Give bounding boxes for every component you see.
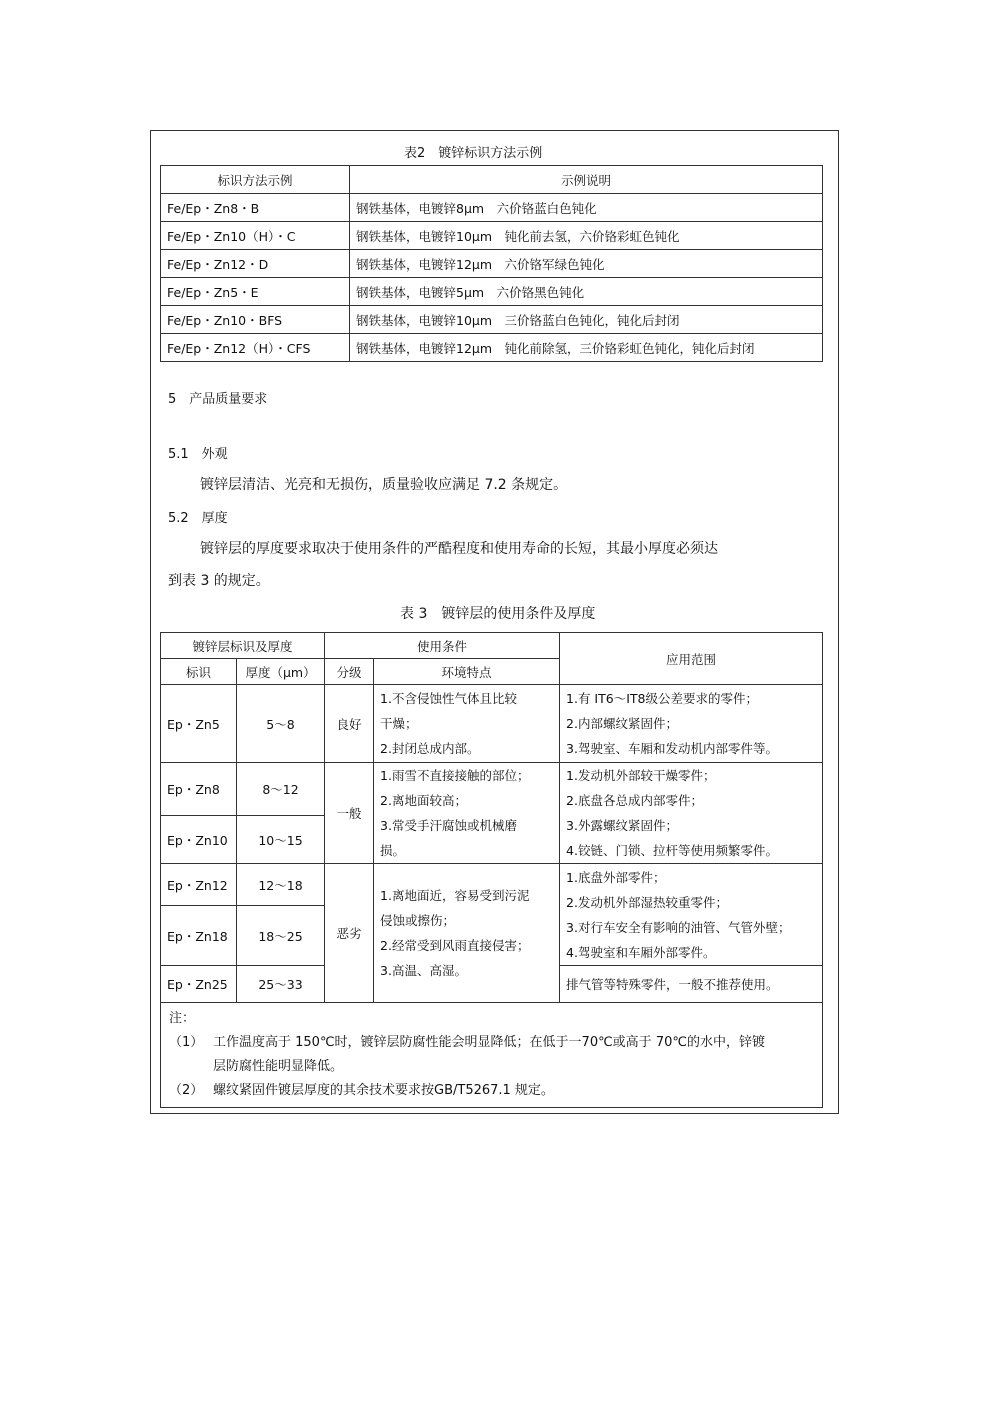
table3-cell-id: Ep・Zn5	[161, 685, 237, 763]
section52-text-line1: 镀锌层的厚度要求取决于使用条件的严酷程度和使用寿命的长短，其最小厚度必须达	[200, 541, 718, 557]
table-row	[161, 222, 823, 250]
env-line: 干燥；	[380, 716, 418, 731]
table2-cell-id: Fe/Ep・Zn12・D	[161, 250, 350, 278]
app-line: 3.外露螺纹紧固件；	[566, 818, 678, 833]
table2-header-id: 标识方法示例	[161, 166, 350, 194]
table3-cell-env	[374, 763, 560, 864]
table3-header-group1: 镀锌层标识及厚度	[161, 633, 325, 659]
table3-header-app: 应用范围	[560, 633, 823, 685]
table3-cell-id: Ep・Zn10	[161, 816, 237, 864]
app-line: 1.有 IT6～IT8级公差要求的零件；	[566, 691, 758, 706]
table2-cell-id: Fe/Ep・Zn8・B	[161, 194, 350, 222]
table3-cell-thick: 12～18	[237, 864, 325, 906]
table3-cell-id: Ep・Zn25	[161, 966, 237, 1003]
table3-title: 表 3 镀锌层的使用条件及厚度	[400, 606, 596, 622]
table3-cell-id: Ep・Zn8	[161, 763, 237, 816]
table2-cell-id: Fe/Ep・Zn12（H）・CFS	[161, 334, 350, 362]
app-line: 2.内部螺纹紧固件；	[566, 716, 678, 731]
section51-heading: 5.1 外观	[168, 447, 228, 462]
table-row	[161, 250, 823, 278]
table3-cell-thick: 8～12	[237, 763, 325, 816]
table2	[160, 165, 823, 362]
table3-cell-thick: 10～15	[237, 816, 325, 864]
env-line: 2.经常受到风雨直接侵害；	[380, 938, 530, 953]
table3-cell-env	[374, 864, 560, 1003]
table3-notes	[161, 1003, 823, 1108]
table3-header-id: 标识	[161, 659, 237, 685]
table-row	[161, 306, 823, 334]
note2-number: （2）	[169, 1083, 204, 1098]
env-line: 损。	[380, 843, 406, 858]
table3-cell-env	[374, 685, 560, 763]
table-row	[161, 334, 823, 362]
section5-heading: 5 产品质量要求	[168, 392, 268, 407]
note2-text: 螺纹紧固件镀层厚度的其余技术要求按GB/T5267.1 规定。	[213, 1083, 554, 1098]
table3-cell-app	[560, 864, 823, 966]
table2-title: 表2 镀锌标识方法示例	[404, 146, 543, 161]
table3-cell-grade: 良好	[325, 685, 374, 763]
table2-cell-desc: 钢铁基体，电镀锌10μm 三价铬蓝白色钝化，钝化后封闭	[350, 306, 823, 334]
table2-cell-id: Fe/Ep・Zn10・BFS	[161, 306, 350, 334]
table3-cell-thick: 18～25	[237, 906, 325, 966]
app-line: 4.驾驶室和车厢外部零件。	[566, 944, 716, 960]
table3-header-group2: 使用条件	[325, 633, 560, 659]
table3-cell-thick: 5～8	[237, 685, 325, 763]
note1-number: （1）	[169, 1035, 204, 1050]
table-row	[161, 278, 823, 306]
note1-text: 工作温度高于 150℃时，镀锌层防腐性能会明显降低；在低于一70℃或高于 70℃的水中，锌镀	[213, 1035, 765, 1050]
table2-cell-id: Fe/Ep・Zn5・E	[161, 278, 350, 306]
section52-heading: 5.2 厚度	[168, 511, 228, 526]
table3-notes-row	[161, 1003, 823, 1108]
table3-cell-app: 排气管等特殊零件，一般不推荐使用。	[560, 966, 823, 1003]
table2-cell-id: Fe/Ep・Zn10（H）・C	[161, 222, 350, 250]
section51-text: 镀锌层清洁、光亮和无损伤，质量验收应满足 7.2 条规定。	[200, 477, 568, 493]
table3-header-thick: 厚度（μm）	[237, 659, 325, 685]
table-row	[161, 763, 823, 816]
table3-cell-app	[560, 685, 823, 763]
env-line: 1.不含侵蚀性气体且比较	[380, 691, 517, 706]
table2-cell-desc: 钢铁基体，电镀锌8μm 六价铬蓝白色钝化	[350, 194, 823, 222]
note1	[169, 1031, 814, 1055]
note2	[169, 1079, 814, 1103]
env-line: 3.常受手汗腐蚀或机械磨	[380, 818, 517, 833]
table2-cell-desc: 钢铁基体，电镀锌5μm 六价铬黑色钝化	[350, 278, 823, 306]
table-row	[161, 194, 823, 222]
table2-cell-desc: 钢铁基体，电镀锌12μm 六价铬军绿色钝化	[350, 250, 823, 278]
table-row	[161, 685, 823, 763]
table2-header-desc: 示例说明	[350, 166, 823, 194]
table3-header-grade: 分级	[325, 659, 374, 685]
app-line: 4.铰链、门锁、拉杆等使用频繁零件。	[566, 843, 778, 858]
env-line: 1.雨雪不直接接触的部位；	[380, 768, 530, 783]
env-line: 侵蚀或擦伤；	[380, 913, 456, 928]
table3	[160, 632, 823, 1108]
app-line: 1.发动机外部较干燥零件；	[566, 768, 716, 783]
env-line: 3.高温、高湿。	[380, 963, 467, 978]
table2-cell-desc: 钢铁基体，电镀锌12μm 钝化前除氢，三价铬彩虹色钝化，钝化后封闭	[350, 334, 823, 362]
table3-cell-app	[560, 763, 823, 864]
table3-cell-grade: 恶劣	[325, 864, 374, 1003]
env-line: 1.离地面近，容易受到污泥	[380, 888, 530, 903]
note1-text-cont: 层防腐性能明显降低。	[213, 1059, 344, 1074]
app-line: 2.发动机外部湿热较重零件；	[566, 894, 728, 910]
app-line: 3.驾驶室、车厢和发动机内部零件等。	[566, 741, 778, 756]
table2-cell-desc: 钢铁基体，电镀锌10μm 钝化前去氢，六价铬彩虹色钝化	[350, 222, 823, 250]
table3-cell-thick: 25～33	[237, 966, 325, 1003]
app-line: 3.对行车安全有影响的油管、气管外壁；	[566, 919, 791, 935]
table3-cell-grade: 一般	[325, 763, 374, 864]
table3-header-env: 环境特点	[374, 659, 560, 685]
note-label: 注：	[169, 1011, 196, 1026]
env-line: 2.封闭总成内部。	[380, 741, 480, 756]
table3-cell-id: Ep・Zn18	[161, 906, 237, 966]
app-line: 1.底盘外部零件；	[566, 869, 666, 885]
table-row	[161, 864, 823, 906]
env-line: 2.离地面较高；	[380, 793, 467, 808]
table3-cell-id: Ep・Zn12	[161, 864, 237, 906]
app-line: 2.底盘各总成内部零件；	[566, 793, 703, 808]
section52-text-line2: 到表 3 的规定。	[168, 573, 270, 589]
